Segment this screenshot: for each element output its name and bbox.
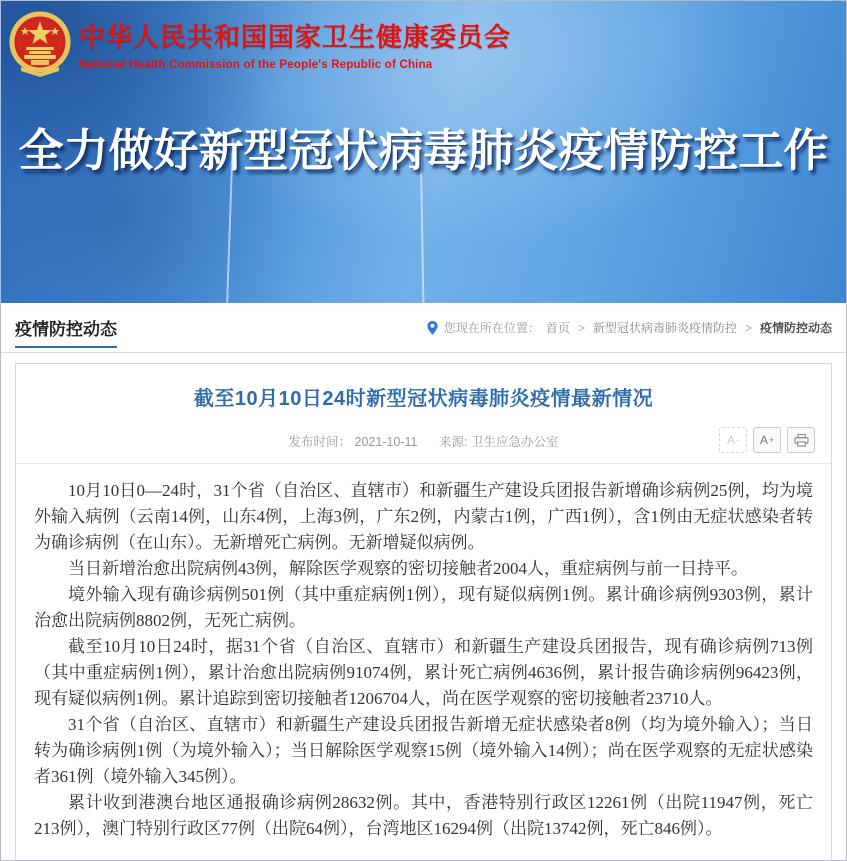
location-label: 您现在所在位置： [443,321,540,335]
publish-date: 2021-10-11 [354,435,418,449]
breadcrumb-separator: > [577,320,585,335]
article-paragraph: 当日新增治愈出院病例43例，解除医学观察的密切接触者2004人，重症病例与前一日持平。 [68,559,748,578]
china-national-emblem-icon [9,11,71,77]
section-title[interactable]: 疫情防控动态 [15,315,117,348]
article-body [16,464,831,861]
article-toolbar [719,427,815,453]
source-label: 来源: [439,435,468,449]
source-value: 卫生应急办公室 [470,435,559,449]
breadcrumb-current: 疫情防控动态 [759,321,832,335]
font-larger-button[interactable] [753,427,781,453]
article-paragraph: 10月10日0—24时，31个省（自治区、直辖市）和新疆生产建设兵团报告新增确诊病例25例，均为境外输入病例（云南14例，山东4例，上海3例，广东2例，内蒙古1例，广西1例），含1例由无症状感染者转为确诊病例（在山东）。无新增死亡病例。无新增疑似病例。 [34,481,813,552]
breadcrumb-home-link[interactable]: 首页 [545,321,570,335]
breadcrumb [427,319,832,336]
org-name-cn: 中华人民共和国国家卫生健康委员会 [79,22,512,52]
hero-banner [1,1,846,303]
breadcrumb-section-link[interactable]: 新型冠状病毒肺炎疫情防控 [592,321,737,335]
article-card [15,363,832,861]
article-meta-row [16,427,831,457]
font-larger-sign: + [768,435,775,445]
article-paragraph: 截至10月10日24时，据31个省（自治区、直辖市）和新疆生产建设兵团报告，现有确诊病例713例（其中重症病例1例），累计治愈出院病例91074例，累计死亡病例4636例，累计报告确诊病例96423例，现有疑似病例1例。累计追踪到密切接触者1206704人，尚在医学观察的密切接触者23710人。 [34,637,813,708]
printer-icon [794,434,809,447]
org-name-en: National Health Commission of the People's Republic of China [79,59,433,71]
font-larger-label: A [759,433,768,447]
article-paragraph: 境外输入现有确诊病例501例（其中重症病例1例），现有疑似病例1例。累计确诊病例9303例，累计治愈出院病例8802例，无死亡病例。 [34,585,813,630]
article-meta [16,427,831,457]
font-smaller-sign: - [736,435,739,445]
publish-label: 发布时间： [288,435,352,449]
article-title: 截至10月10日24时新型冠状病毒肺炎疫情最新情况 [193,388,654,410]
print-button[interactable] [787,427,815,453]
article-paragraph: 31个省（自治区、直辖市）和新疆生产建设兵团报告新增无症状感染者8例（均为境外输入）；当日转为确诊病例1例（为境外输入）；当日解除医学观察15例（境外输入14例）；尚在医学观察的无症状感染者361例（境外输入345例）。 [34,715,813,786]
font-smaller-button[interactable] [719,427,747,453]
article-paragraph: 累计收到港澳台地区通报确诊病例28632例。其中，香港特别行政区12261例（出院11947例，死亡213例），澳门特别行政区77例（出院64例），台湾地区16294例（出院13742例，死亡846例）。 [34,793,813,838]
font-smaller-label: A [726,433,735,447]
site-logo[interactable] [9,11,511,77]
location-pin-icon [427,321,438,335]
breadcrumb-bar [1,303,846,353]
banner-headline: 全力做好新型冠状病毒肺炎疫情防控工作 [18,125,829,176]
breadcrumb-separator: > [744,320,752,335]
